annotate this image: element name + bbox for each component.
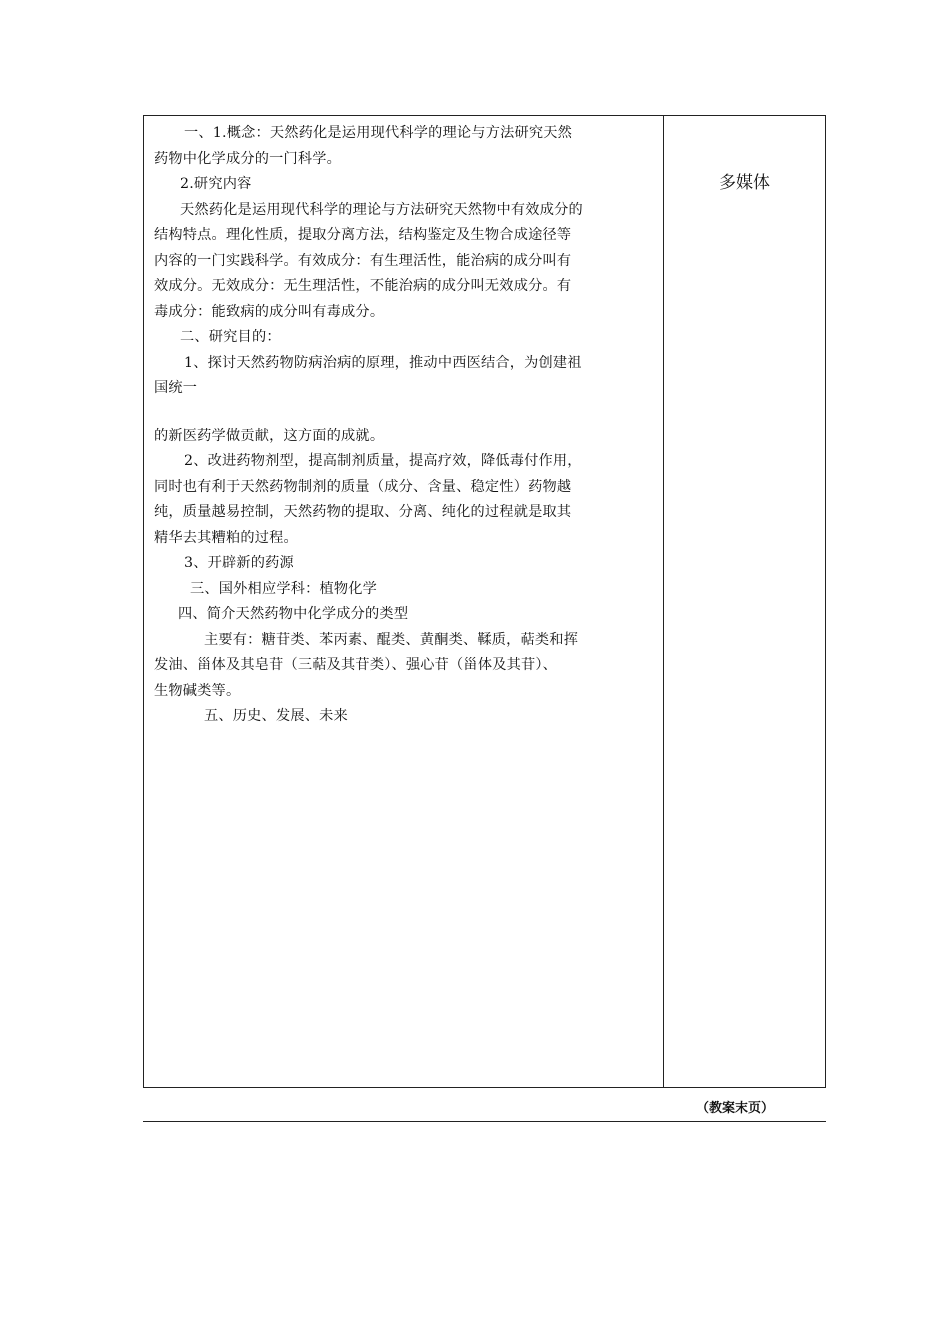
- lesson-plan-table: [143, 115, 826, 1088]
- component-types-heading: 四、简介天然药物中化学成分的类型: [178, 606, 409, 622]
- history-heading: 五、历史、发展、未来: [204, 708, 348, 724]
- purpose-item-2-cont: 同时也有利于天然药物制剂的质量（成分、含量、稳定性）药物越: [154, 478, 572, 495]
- research-content-line: 结构特点。理化性质，提取分离方法，结构鉴定及生物合成途径等: [154, 227, 572, 243]
- purpose-item-2-cont: 精华去其糟粕的过程。: [154, 529, 298, 546]
- purpose-item-3: 3、开辟新的药源: [184, 555, 294, 571]
- research-content-line: 效成分。无效成分：无生理活性，不能治病的成分叫无效成分。有: [154, 278, 572, 294]
- media-label: 多媒体: [719, 173, 770, 193]
- component-types-line: 发油、甾体及其皂苷（三萜及其苷类）、强心苷（甾体及其苷）、: [154, 657, 558, 673]
- purpose-item-2-cont: 纯，质量越易控制，天然药物的提取、分离、纯化的过程就是取其: [154, 504, 572, 520]
- concept-text: 药物中化学成分的一门科学。: [154, 150, 342, 167]
- research-content-line: 内容的一门实践科学。有效成分：有生理活性，能治病的成分叫有: [154, 252, 572, 269]
- foreign-discipline-heading: 三、国外相应学科：植物化学: [190, 580, 378, 597]
- research-content-line: 毒成分：能致病的成分叫有毒成分。: [154, 303, 385, 320]
- purpose-item-1: 1、探讨天然药物防病治病的原理，推动中西医结合，为创建祖: [184, 354, 582, 371]
- footer-label: （教案末页）: [695, 1101, 774, 1116]
- research-content-heading: 2.研究内容: [180, 176, 252, 192]
- media-cell: [664, 116, 825, 1087]
- component-types-line: 生物碱类等。: [154, 682, 241, 699]
- research-purpose-heading: 二、研究目的：: [180, 329, 281, 345]
- blank-gap: [154, 402, 655, 424]
- content-cell: [144, 116, 664, 1087]
- footer-divider: [143, 1121, 826, 1122]
- purpose-item-1-cont: 国统一: [154, 380, 198, 396]
- purpose-item-2: 2、改进药物剂型，提高制剂质量，提高疗效，降低毒付作用，: [184, 453, 582, 469]
- purpose-item-1-cont: 的新医药学做贡献，这方面的成就。: [154, 427, 385, 444]
- component-types-line: 主要有：糖苷类、苯丙素、醌类、黄酮类、鞣质，萜类和挥: [204, 631, 579, 648]
- concept-heading: 一、1.概念：天然药化是运用现代科学的理论与方法研究天然: [184, 125, 573, 141]
- research-content-line: 天然药化是运用现代科学的理论与方法研究天然物中有效成分的: [180, 201, 583, 218]
